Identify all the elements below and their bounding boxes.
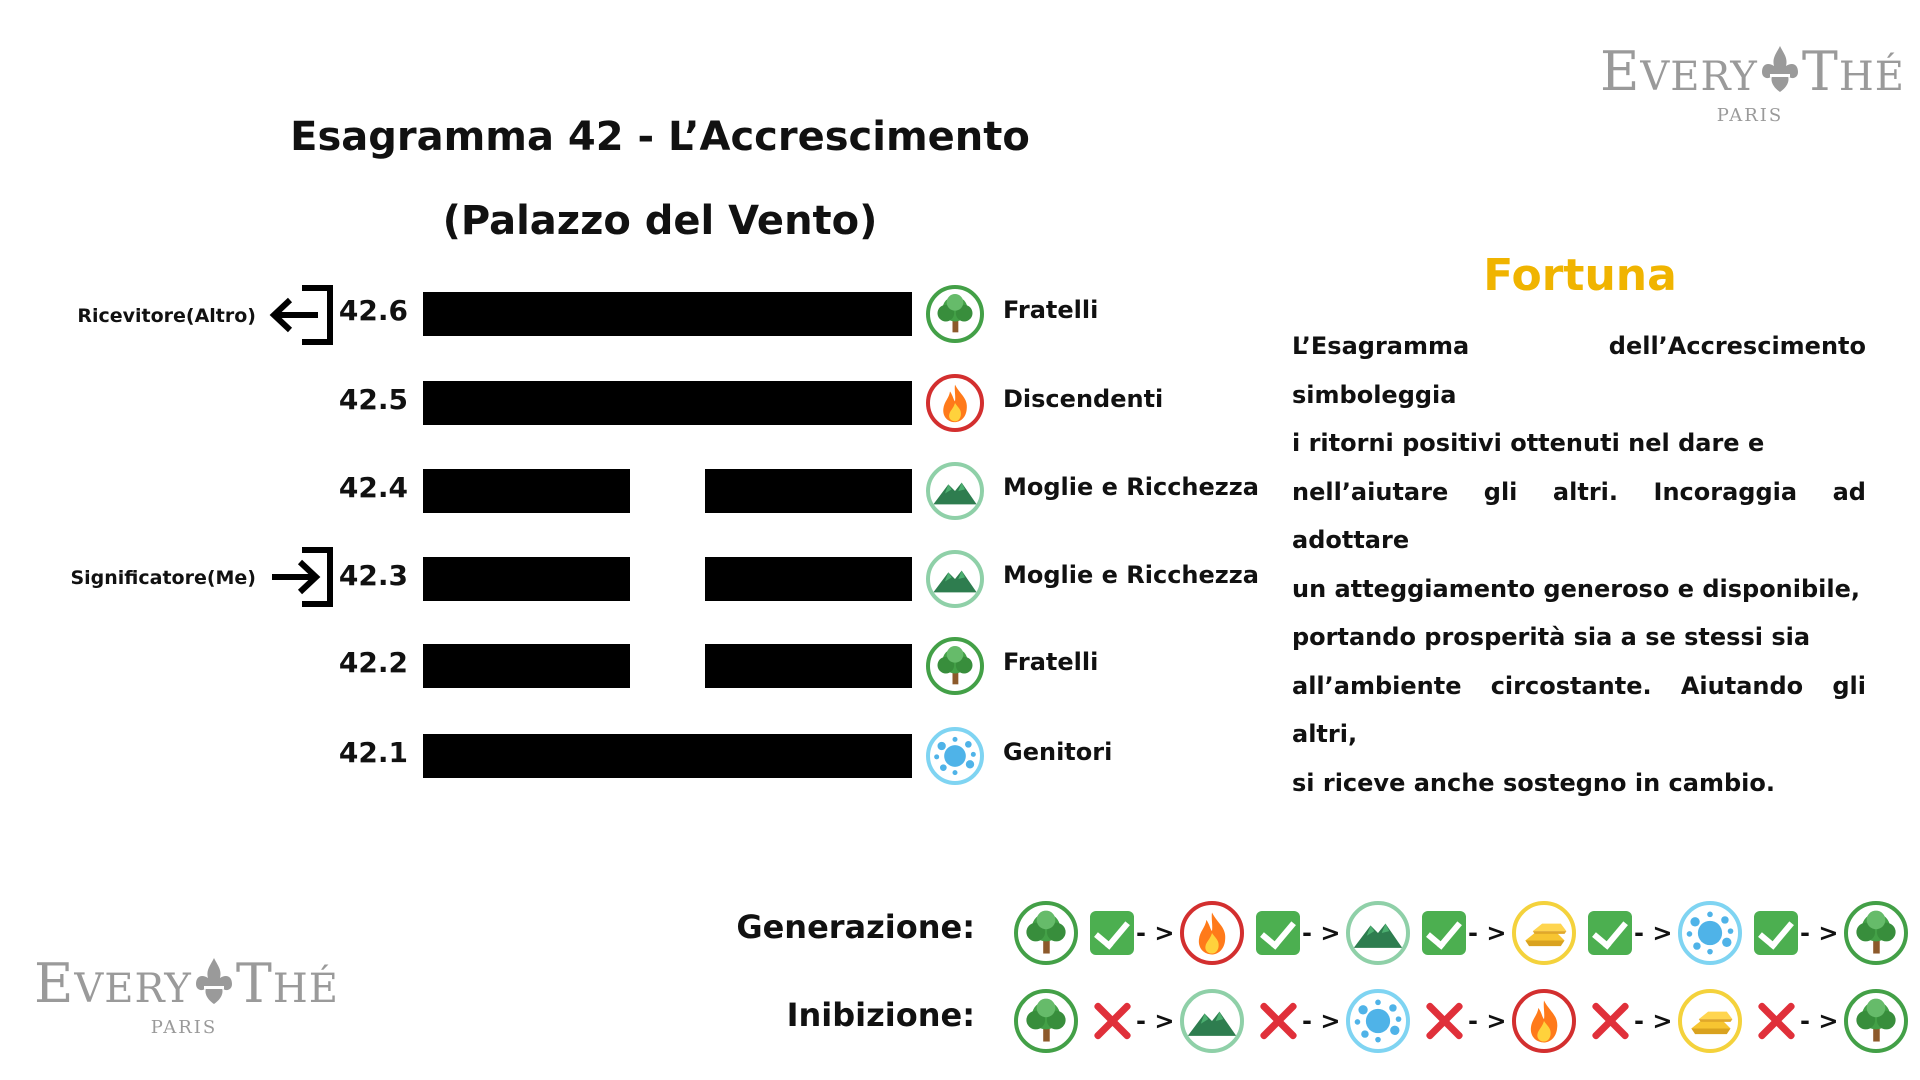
line-number: 42.2 — [338, 646, 408, 679]
yin-line-segment — [705, 469, 912, 513]
yin-line-segment — [423, 644, 630, 688]
brand-city: PARIS — [1716, 105, 1784, 126]
relation-label: Genitori — [1003, 738, 1113, 766]
generation-sequence — [1014, 898, 1908, 968]
relation-label: Fratelli — [1003, 648, 1099, 676]
cross-mark-icon — [1754, 999, 1798, 1043]
relation-label: Moglie e Ricchezza — [1003, 473, 1259, 501]
earth-mountain-icon — [926, 550, 984, 608]
brand-logo-bottom — [34, 952, 339, 1038]
earth-mountain-icon — [1180, 989, 1244, 1053]
yang-line — [423, 381, 912, 425]
cross-mark-icon — [1422, 999, 1466, 1043]
relation-label: Fratelli — [1003, 296, 1099, 324]
fortuna-line: un atteggiamento generoso e disponibile, — [1292, 574, 1861, 603]
arrow-text: - > — [1468, 1007, 1507, 1035]
check-mark-icon — [1256, 911, 1300, 955]
arrow-text: - > — [1302, 919, 1341, 947]
metal-gold-icon — [1512, 901, 1576, 965]
brand-wordmark: EVERY THÉ — [1600, 40, 1905, 103]
enter-arrow-icon — [268, 544, 338, 610]
wood-tree-icon — [1014, 989, 1078, 1053]
earth-mountain-icon — [926, 462, 984, 520]
arrow-text: - > — [1800, 1007, 1839, 1035]
relation-label: Discendenti — [1003, 385, 1164, 413]
fortuna-description — [1292, 322, 1866, 807]
yang-line — [423, 734, 912, 778]
fortuna-line: nell’aiutare gli altri. Incoraggia ad adottare — [1292, 477, 1866, 554]
relation-label: Moglie e Ricchezza — [1003, 561, 1259, 589]
yin-line-segment — [423, 469, 630, 513]
line-number: 42.1 — [338, 736, 408, 769]
yin-line-segment — [705, 557, 912, 601]
fire-icon — [1512, 989, 1576, 1053]
check-mark-icon — [1090, 911, 1134, 955]
inhibition-label: Inibizione: — [786, 996, 975, 1034]
line-number: 42.5 — [338, 383, 408, 416]
wood-tree-icon — [926, 637, 984, 695]
arrow-text: - > — [1302, 1007, 1341, 1035]
cross-mark-icon — [1090, 999, 1134, 1043]
fortuna-line: portando prosperità sia a se stessi sia — [1292, 623, 1811, 651]
wood-tree-icon — [1844, 901, 1908, 965]
receiver-label: Ricevitore(Altro) — [77, 305, 256, 327]
water-splash-icon — [1678, 901, 1742, 965]
arrow-text: - > — [1800, 919, 1839, 947]
page-subtitle: (Palazzo del Vento) — [442, 198, 878, 244]
wood-tree-icon — [926, 285, 984, 343]
line-number: 42.6 — [338, 294, 408, 327]
exit-arrow-icon — [268, 282, 338, 348]
line-number: 42.4 — [338, 471, 408, 504]
wood-tree-icon — [1844, 989, 1908, 1053]
fortuna-title: Fortuna — [1483, 250, 1677, 301]
page-title: Esagramma 42 - L’Accrescimento — [290, 114, 1030, 160]
fire-icon — [926, 374, 984, 432]
arrow-text: - > — [1468, 919, 1507, 947]
fortuna-line: all’ambiente circostante. Aiutando gli altri, — [1292, 671, 1866, 748]
water-splash-icon — [1346, 989, 1410, 1053]
yin-line — [423, 644, 912, 688]
yang-line — [423, 292, 912, 336]
brand-wordmark: EVERY THÉ — [34, 952, 339, 1015]
yin-line — [423, 557, 912, 601]
yin-line — [423, 469, 912, 513]
line-number: 42.3 — [338, 559, 408, 592]
brand-logo-top — [1600, 40, 1905, 126]
signifier-label: Significatore(Me) — [70, 567, 256, 589]
arrow-text: - > — [1634, 919, 1673, 947]
inhibition-sequence — [1014, 986, 1908, 1056]
earth-mountain-icon — [1346, 901, 1410, 965]
wood-tree-icon — [1014, 901, 1078, 965]
generation-label: Generazione: — [736, 908, 975, 946]
fleur-de-lis-icon — [1760, 44, 1800, 94]
check-mark-icon — [1754, 911, 1798, 955]
yin-line-segment — [705, 644, 912, 688]
arrow-text: - > — [1136, 1007, 1175, 1035]
water-splash-icon — [926, 727, 984, 785]
arrow-text: - > — [1136, 919, 1175, 947]
brand-city: PARIS — [150, 1017, 218, 1038]
check-mark-icon — [1588, 911, 1632, 955]
metal-gold-icon — [1678, 989, 1742, 1053]
cross-mark-icon — [1588, 999, 1632, 1043]
arrow-text: - > — [1634, 1007, 1673, 1035]
cross-mark-icon — [1256, 999, 1300, 1043]
fleur-de-lis-icon — [194, 956, 234, 1006]
fire-icon — [1180, 901, 1244, 965]
fortuna-line: i ritorni positivi ottenuti nel dare e — [1292, 429, 1765, 457]
fortuna-line: L’Esagramma dell’Accrescimento simboleggia — [1292, 332, 1866, 409]
yin-line-segment — [423, 557, 630, 601]
fortuna-line: si riceve anche sostegno in cambio. — [1292, 768, 1775, 797]
check-mark-icon — [1422, 911, 1466, 955]
